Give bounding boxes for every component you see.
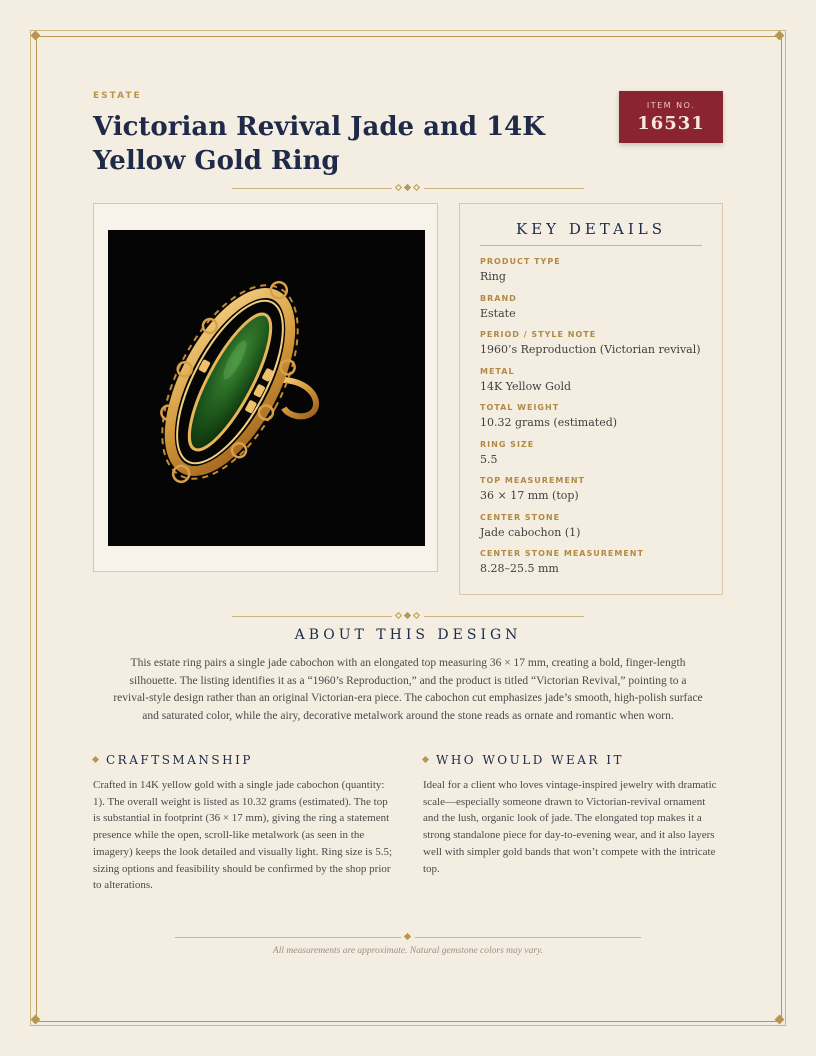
detail-label: PRODUCT TYPE xyxy=(480,257,561,266)
diamond-bullet-icon xyxy=(92,756,99,763)
detail-period xyxy=(480,329,710,358)
detail-label: METAL xyxy=(480,367,515,376)
detail-value: 14K Yellow Gold xyxy=(480,380,572,393)
jade-ring-image xyxy=(108,230,425,546)
detail-label: RING SIZE xyxy=(480,440,535,449)
ornament-divider xyxy=(232,183,584,193)
detail-product-type xyxy=(480,256,710,285)
detail-label: PERIOD / STYLE NOTE xyxy=(480,330,597,339)
diamond-icon xyxy=(395,184,402,191)
footnote: All measurements are approximate. Natural gemstone colors may vary. xyxy=(272,946,544,956)
craftsmanship-text: Crafted in 14K yellow gold with a single jade cabochon (quantity: 1). The overall weight is listed as 10.32 grams (estimated). The top is substantial in footprint (36 × 17 mm), giving the ring a statement presence while the open, scroll-like metalwork (as seen in the imagery) keeps the look detailed and visually light. Ring size is 5.5; sizing options and feasibility should be confirmed by the shop prior to alterations. xyxy=(93,779,393,892)
detail-top-measurement xyxy=(480,475,710,504)
product-title: Victorian Revival Jade and 14K Yellow Gold Ring xyxy=(93,112,545,176)
diamond-icon xyxy=(413,184,420,191)
about-heading: ABOUT THIS DESIGN xyxy=(294,627,522,643)
ornament-divider xyxy=(232,611,584,621)
diamond-icon xyxy=(404,184,411,191)
detail-label: TOP MEASUREMENT xyxy=(480,476,585,485)
detail-value: 1960’s Reproduction (Victorian revival) xyxy=(480,343,701,356)
detail-value: Jade cabochon (1) xyxy=(480,526,581,539)
detail-value: 36 × 17 mm (top) xyxy=(480,489,579,502)
brand-eyebrow: ESTATE xyxy=(93,91,142,101)
detail-ring-size xyxy=(480,439,710,468)
product-photo-card xyxy=(93,203,438,572)
diamond-icon xyxy=(404,933,411,940)
detail-value: Estate xyxy=(480,307,516,320)
item-number-label: ITEM NO. xyxy=(646,101,696,110)
detail-total-weight xyxy=(480,402,710,431)
detail-value: 5.5 xyxy=(480,453,498,466)
detail-label: TOTAL WEIGHT xyxy=(480,403,560,412)
detail-center-stone-measurement xyxy=(480,548,710,577)
key-details-rule xyxy=(480,245,702,246)
who-would-wear-text: Ideal for a client who loves vintage-inspired jewelry with dramatic scale—especially someone drawn to Victorian-revival ornament and the lush, organic look of jade. The elongated top makes it a strong standalone piece for day-to-evening wear, and it also layers well with simpler gold bands that won’t compete with the intricate top. xyxy=(423,779,717,875)
about-text: This estate ring pairs a single jade cabochon with an elongated top measuring 36 × 17 mm, creating a bold, finger-length silhouette. The listing identifies it as a “1960’s Reproduction,” and the product is titled “Victorian Revival,” pointing to a revival-style design rather than an original Victorian-era piece. The cabochon cut emphasizes jade’s smooth, high-polish surface and saturated color, while the airy, decorative metalwork around the stone reads as ornate and romantic when worn. xyxy=(113,657,703,722)
craftsmanship-heading: CRAFTSMANSHIP xyxy=(93,753,253,767)
diamond-icon xyxy=(395,612,402,619)
detail-label: CENTER STONE MEASUREMENT xyxy=(480,549,644,558)
key-details-panel xyxy=(459,203,723,595)
diamond-icon xyxy=(404,612,411,619)
detail-value: 10.32 grams (estimated) xyxy=(480,416,618,429)
detail-value: Ring xyxy=(480,270,506,283)
detail-value: 8.28–25.5 mm xyxy=(480,562,559,575)
detail-center-stone xyxy=(480,512,710,541)
product-photo[interactable] xyxy=(108,230,425,546)
detail-brand xyxy=(480,293,710,322)
who-would-wear-heading: WHO WOULD WEAR IT xyxy=(423,753,624,767)
footer-divider xyxy=(175,932,641,942)
item-number-badge xyxy=(619,91,723,143)
detail-label: CENTER STONE xyxy=(480,513,561,522)
item-number: 16531 xyxy=(637,113,705,134)
diamond-bullet-icon xyxy=(422,756,429,763)
detail-metal xyxy=(480,366,710,395)
diamond-icon xyxy=(413,612,420,619)
key-details-heading: KEY DETAILS xyxy=(516,220,666,238)
detail-label: BRAND xyxy=(480,294,517,303)
